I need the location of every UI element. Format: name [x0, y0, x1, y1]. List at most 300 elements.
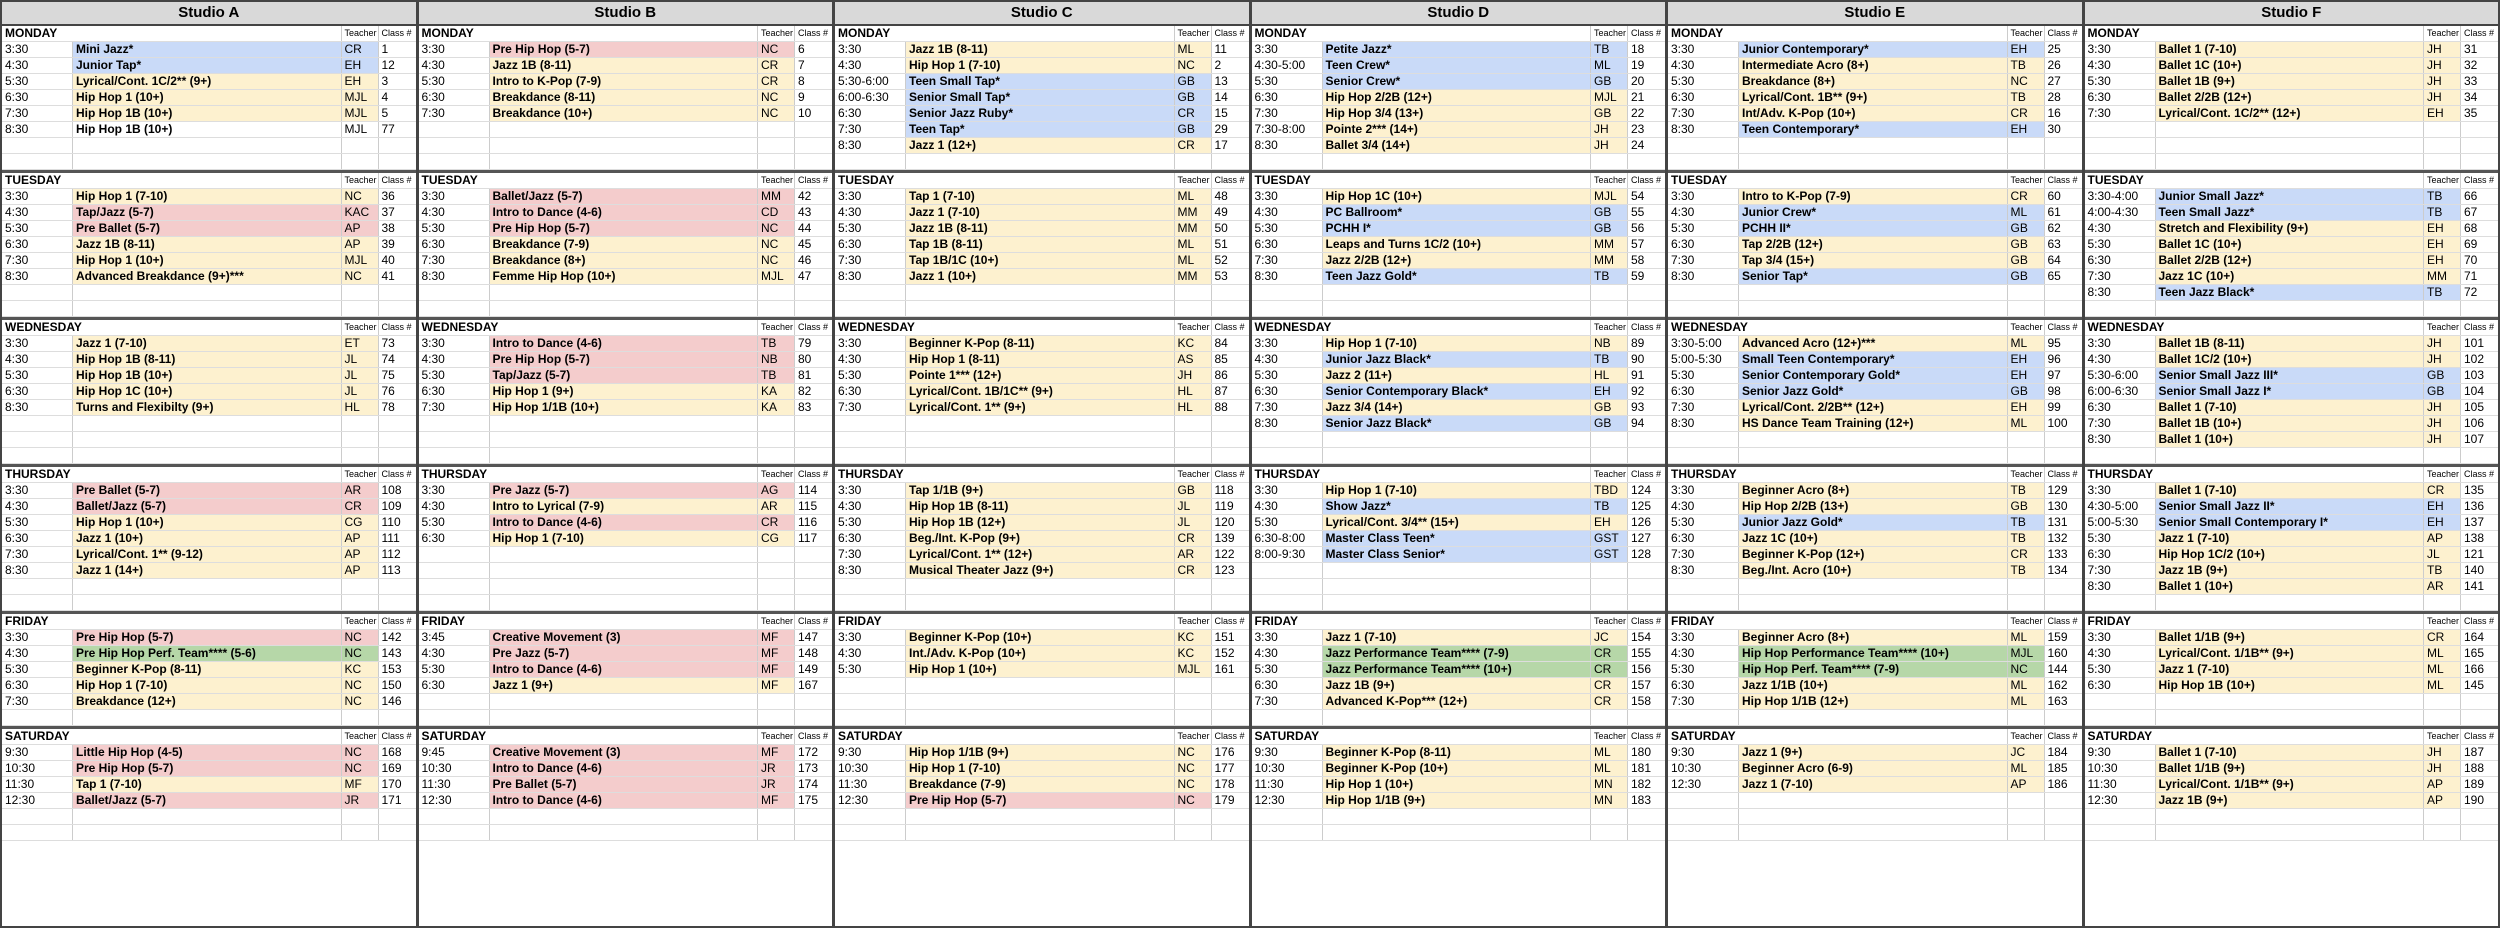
class-time: 5:30	[2087, 74, 2111, 88]
teacher-header: Teacher	[1590, 467, 1627, 482]
teacher: MF	[757, 646, 794, 661]
teacher: GB	[1174, 90, 1211, 105]
class-number-header: Class #	[794, 173, 832, 188]
day-name: FRIDAY	[5, 614, 49, 628]
class-number: 110	[378, 515, 416, 530]
class-row	[2085, 777, 2499, 793]
class-time	[419, 710, 489, 725]
class-number	[1211, 710, 1249, 725]
class-name	[1322, 154, 1591, 169]
class-number-header: Class #	[2044, 614, 2082, 629]
class-time	[419, 301, 489, 316]
studio-column	[419, 2, 836, 926]
class-row	[2, 793, 416, 809]
class-number	[2044, 809, 2082, 824]
day-name: THURSDAY	[1254, 467, 1321, 481]
class-number: 5	[378, 106, 416, 121]
class-time: 3:30	[421, 189, 445, 203]
class-time: 4:30	[421, 352, 445, 366]
teacher	[2007, 825, 2044, 840]
class-row	[419, 237, 833, 253]
class-name: Lyrical/Cont. 1** (9+)	[905, 400, 1174, 415]
studio-column	[1668, 2, 2085, 926]
class-number: 103	[2460, 368, 2498, 383]
teacher: GB	[2007, 269, 2044, 284]
teacher: EH	[341, 74, 378, 89]
class-number	[2460, 595, 2498, 610]
class-time: 3:30	[838, 483, 862, 497]
class-name: Hip Hop Perf. Team**** (7-9)	[1738, 662, 2007, 677]
class-number: 22	[1627, 106, 1665, 121]
teacher: MJL	[2007, 646, 2044, 661]
teacher	[757, 825, 794, 840]
class-time: 5:30	[421, 368, 445, 382]
class-row	[419, 400, 833, 416]
class-row	[2, 237, 416, 253]
day-name: FRIDAY	[2087, 614, 2132, 628]
class-time: 10:30	[2087, 761, 2118, 775]
class-row	[1252, 777, 1666, 793]
class-number-header: Class #	[378, 614, 416, 629]
class-time: 4:30	[1671, 499, 1695, 513]
class-row	[2, 515, 416, 531]
class-number: 38	[378, 221, 416, 236]
teacher: ML	[1590, 745, 1627, 760]
teacher	[2007, 138, 2044, 153]
class-time	[419, 448, 489, 463]
class-number: 115	[794, 499, 832, 514]
class-time: 3:30	[421, 483, 445, 497]
class-number: 63	[2044, 237, 2082, 252]
empty-row	[1668, 710, 2082, 726]
day-block	[835, 729, 1249, 841]
class-time: 6:30	[421, 531, 445, 545]
class-time: 4:30	[1254, 499, 1278, 513]
teacher: EH	[2423, 253, 2460, 268]
class-time: 5:30	[1671, 662, 1695, 676]
class-number: 15	[1211, 106, 1249, 121]
empty-row	[2, 432, 416, 448]
class-time	[2, 809, 72, 824]
teacher: GB	[1590, 74, 1627, 89]
empty-row	[419, 809, 833, 825]
class-number-header: Class #	[2044, 320, 2082, 335]
class-number: 32	[2460, 58, 2498, 73]
class-number: 140	[2460, 563, 2498, 578]
class-row	[2085, 205, 2499, 221]
class-name	[905, 694, 1174, 709]
teacher: NC	[341, 269, 378, 284]
teacher: MJL	[757, 269, 794, 284]
teacher: JR	[757, 777, 794, 792]
class-name	[905, 678, 1174, 693]
class-row	[1252, 793, 1666, 809]
class-row	[2085, 269, 2499, 285]
class-number-header: Class #	[2460, 614, 2498, 629]
class-number: 120	[1211, 515, 1249, 530]
teacher: MM	[1174, 205, 1211, 220]
class-row	[1252, 253, 1666, 269]
class-name: Beginner K-Pop (8-11)	[905, 336, 1174, 351]
day-header-row	[419, 614, 833, 630]
teacher: KC	[1174, 630, 1211, 645]
class-number: 47	[794, 269, 832, 284]
class-time: 6:30	[838, 237, 862, 251]
class-number	[1211, 694, 1249, 709]
class-number: 77	[378, 122, 416, 137]
class-name: PCHH II*	[1738, 221, 2007, 236]
class-time: 6:30	[2087, 253, 2111, 267]
class-number-header: Class #	[2460, 173, 2498, 188]
class-row	[2085, 646, 2499, 662]
teacher-header: Teacher	[1590, 26, 1627, 41]
class-time	[2085, 710, 2155, 725]
class-number	[794, 154, 832, 169]
class-row	[835, 90, 1249, 106]
class-number: 39	[378, 237, 416, 252]
class-row	[1668, 483, 2082, 499]
class-time: 4:30	[421, 58, 445, 72]
empty-row	[2, 809, 416, 825]
class-number	[2044, 301, 2082, 316]
class-time: 8:30	[838, 138, 862, 152]
class-number: 51	[1211, 237, 1249, 252]
class-row	[2085, 745, 2499, 761]
class-number	[2460, 301, 2498, 316]
class-number	[794, 432, 832, 447]
class-number: 156	[1627, 662, 1665, 677]
class-name: Hip Hop 1 (10+)	[72, 515, 341, 530]
class-time: 3:30	[2087, 42, 2111, 56]
day-block	[835, 320, 1249, 467]
teacher-header: Teacher	[2423, 173, 2460, 188]
class-number	[1211, 432, 1249, 447]
teacher: KA	[757, 400, 794, 415]
teacher-header: Teacher	[2423, 614, 2460, 629]
class-name: Senior Jazz Ruby*	[905, 106, 1174, 121]
teacher: AG	[757, 483, 794, 498]
class-time	[419, 285, 489, 300]
class-name: Senior Contemporary Black*	[1322, 384, 1591, 399]
teacher: CG	[757, 531, 794, 546]
teacher: ML	[2007, 761, 2044, 776]
class-time: 8:30	[1254, 269, 1278, 283]
class-row	[1252, 122, 1666, 138]
class-time	[419, 432, 489, 447]
day-name: WEDNESDAY	[2087, 320, 2165, 334]
class-row	[1252, 189, 1666, 205]
class-time: 4:30	[2087, 646, 2111, 660]
empty-row	[1668, 432, 2082, 448]
class-time	[835, 448, 905, 463]
empty-row	[2085, 595, 2499, 611]
empty-row	[1668, 301, 2082, 317]
teacher	[341, 154, 378, 169]
class-time	[1668, 710, 1738, 725]
class-time: 3:30	[5, 483, 29, 497]
class-name	[905, 579, 1174, 594]
class-number: 69	[2460, 237, 2498, 252]
class-row	[835, 384, 1249, 400]
class-time: 5:30	[5, 368, 29, 382]
day-header-row	[835, 729, 1249, 745]
day-name: MONDAY	[838, 26, 891, 40]
day-name: FRIDAY	[1254, 614, 1299, 628]
class-row	[2, 662, 416, 678]
class-time: 8:30	[1671, 563, 1695, 577]
class-name: Senior Small Jazz III*	[2155, 368, 2424, 383]
day-name: WEDNESDAY	[421, 320, 499, 334]
teacher: NC	[2007, 662, 2044, 677]
day-name: TUESDAY	[1254, 173, 1311, 187]
empty-row	[1668, 809, 2082, 825]
class-number: 59	[1627, 269, 1665, 284]
class-name: Ballet 1B (8-11)	[2155, 336, 2424, 351]
teacher: JH	[1590, 138, 1627, 153]
class-number: 119	[1211, 499, 1249, 514]
class-number: 158	[1627, 694, 1665, 709]
class-number: 189	[2460, 777, 2498, 792]
class-time: 4:30	[1254, 205, 1278, 219]
class-row	[2085, 336, 2499, 352]
class-name	[905, 710, 1174, 725]
class-row	[419, 662, 833, 678]
class-number: 154	[1627, 630, 1665, 645]
empty-row	[1252, 710, 1666, 726]
teacher: MF	[757, 793, 794, 808]
class-name	[2155, 595, 2424, 610]
class-time: 8:30	[5, 122, 29, 136]
empty-row	[1252, 595, 1666, 611]
class-time: 12:30	[421, 793, 452, 807]
class-row	[835, 761, 1249, 777]
class-time: 8:30	[5, 269, 29, 283]
class-time: 8:30	[2087, 285, 2111, 299]
class-name	[1738, 825, 2007, 840]
class-time	[419, 579, 489, 594]
class-row	[1252, 483, 1666, 499]
class-number	[2460, 448, 2498, 463]
teacher: JH	[2423, 42, 2460, 57]
teacher: TB	[2423, 563, 2460, 578]
class-name: Hip Hop 1C/2 (10+)	[2155, 547, 2424, 562]
day-name: FRIDAY	[838, 614, 882, 628]
class-row	[419, 384, 833, 400]
class-name	[72, 432, 341, 447]
class-row	[835, 531, 1249, 547]
class-time: 7:30	[838, 547, 862, 561]
day-block	[1668, 467, 2082, 614]
class-time: 11:30	[421, 777, 451, 791]
teacher: JH	[2423, 761, 2460, 776]
class-number	[1211, 678, 1249, 693]
class-row	[1668, 237, 2082, 253]
class-number: 146	[378, 694, 416, 709]
class-number: 80	[794, 352, 832, 367]
class-name: Lyrical/Cont. 1B/1C** (9+)	[905, 384, 1174, 399]
empty-row	[1252, 432, 1666, 448]
teacher: GB	[1590, 400, 1627, 415]
class-name: Hip Hop 1B (10+)	[72, 368, 341, 383]
teacher: EH	[2423, 237, 2460, 252]
class-name	[489, 301, 758, 316]
day-name: MONDAY	[1254, 26, 1307, 40]
teacher	[1174, 678, 1211, 693]
teacher: ML	[2007, 416, 2044, 431]
day-block	[2, 173, 416, 320]
teacher: CR	[757, 515, 794, 530]
class-row	[1252, 646, 1666, 662]
day-header-row	[1668, 614, 2082, 630]
teacher	[1174, 285, 1211, 300]
class-name: Intro to Dance (4-6)	[489, 662, 758, 677]
empty-row	[2, 154, 416, 170]
day-name: MONDAY	[5, 26, 58, 40]
class-row	[2, 336, 416, 352]
class-number	[1211, 301, 1249, 316]
class-name: Jazz 1/1B (10+)	[1738, 678, 2007, 693]
class-time: 6:30	[1254, 90, 1278, 104]
class-name: Jazz 1 (7-10)	[2155, 531, 2424, 546]
class-time: 11:30	[838, 777, 868, 791]
class-number: 33	[2460, 74, 2498, 89]
empty-row	[835, 154, 1249, 170]
class-time	[1252, 595, 1322, 610]
class-number	[378, 448, 416, 463]
teacher: JL	[341, 384, 378, 399]
class-number: 129	[2044, 483, 2082, 498]
class-name	[1738, 793, 2007, 808]
empty-row	[2085, 710, 2499, 726]
teacher: GB	[1590, 205, 1627, 220]
day-header-row	[2085, 467, 2499, 483]
empty-row	[2, 710, 416, 726]
class-name: Lyrical/Cont. 1B** (9+)	[1738, 90, 2007, 105]
class-name: Jazz 1C (10+)	[2155, 269, 2424, 284]
class-number	[2460, 122, 2498, 137]
class-name	[72, 579, 341, 594]
class-name: Lyrical/Cont. 3/4** (15+)	[1322, 515, 1591, 530]
class-row	[1252, 221, 1666, 237]
day-header-row	[1668, 26, 2082, 42]
class-row	[2, 269, 416, 285]
class-number: 108	[378, 483, 416, 498]
teacher	[757, 138, 794, 153]
class-name	[1322, 432, 1591, 447]
class-time: 4:30-5:00	[2087, 499, 2139, 513]
teacher: MJL	[341, 106, 378, 121]
teacher: CR	[2423, 483, 2460, 498]
class-row	[1252, 138, 1666, 154]
class-name	[489, 122, 758, 137]
class-time	[1668, 595, 1738, 610]
teacher-header: Teacher	[2007, 26, 2044, 41]
class-time	[419, 563, 489, 578]
class-number	[1627, 825, 1665, 840]
class-name: Hip Hop 1 (7-10)	[489, 531, 758, 546]
class-number: 19	[1627, 58, 1665, 73]
class-name	[489, 694, 758, 709]
teacher: GB	[2007, 499, 2044, 514]
empty-row	[1668, 579, 2082, 595]
class-number-header: Class #	[378, 467, 416, 482]
class-name: Jazz 3/4 (14+)	[1322, 400, 1591, 415]
class-row	[2085, 90, 2499, 106]
class-time: 4:30	[1671, 205, 1695, 219]
class-number: 91	[1627, 368, 1665, 383]
teacher	[1174, 694, 1211, 709]
class-number	[2044, 432, 2082, 447]
teacher: ML	[1590, 761, 1627, 776]
class-name: Junior Small Jazz*	[2155, 189, 2424, 204]
class-number-header: Class #	[1211, 26, 1249, 41]
day-name: THURSDAY	[838, 467, 904, 481]
class-number: 139	[1211, 531, 1249, 546]
day-name: THURSDAY	[5, 467, 71, 481]
class-number: 78	[378, 400, 416, 415]
class-row	[1668, 221, 2082, 237]
class-number	[378, 595, 416, 610]
class-time: 6:30	[2087, 90, 2111, 104]
teacher: TB	[2007, 515, 2044, 530]
class-number	[2460, 825, 2498, 840]
day-block	[2085, 467, 2499, 614]
class-number: 54	[1627, 189, 1665, 204]
class-number: 56	[1627, 221, 1665, 236]
teacher: NC	[757, 42, 794, 57]
class-number	[2460, 809, 2498, 824]
class-name: Pre Hip Hop (5-7)	[72, 630, 341, 645]
class-number-header: Class #	[1627, 467, 1665, 482]
class-row	[835, 563, 1249, 579]
class-row	[2085, 761, 2499, 777]
class-number: 180	[1627, 745, 1665, 760]
class-time: 12:30	[838, 793, 869, 807]
class-time	[419, 809, 489, 824]
class-number: 126	[1627, 515, 1665, 530]
class-number-header: Class #	[1627, 26, 1665, 41]
class-time: 5:30	[838, 221, 862, 235]
teacher: AS	[1174, 352, 1211, 367]
class-row	[1252, 678, 1666, 694]
empty-row	[419, 579, 833, 595]
class-time: 6:30	[421, 237, 445, 251]
class-name: Master Class Senior*	[1322, 547, 1591, 562]
class-name: Intro to K-Pop (7-9)	[1738, 189, 2007, 204]
teacher: EH	[2423, 515, 2460, 530]
teacher	[1590, 710, 1627, 725]
class-name	[2155, 825, 2424, 840]
class-number-header: Class #	[1211, 320, 1249, 335]
teacher: GB	[2423, 384, 2460, 399]
class-number-header: Class #	[378, 26, 416, 41]
class-time: 7:30	[5, 253, 29, 267]
teacher: HL	[1174, 384, 1211, 399]
teacher: GB	[1174, 483, 1211, 498]
class-time: 3:30	[838, 189, 862, 203]
class-row	[2085, 285, 2499, 301]
class-row	[2, 368, 416, 384]
teacher-header: Teacher	[1590, 173, 1627, 188]
empty-row	[2085, 825, 2499, 841]
teacher: NC	[757, 90, 794, 105]
class-time	[2, 301, 72, 316]
class-name	[905, 285, 1174, 300]
class-time: 12:30	[2087, 793, 2118, 807]
class-number: 61	[2044, 205, 2082, 220]
teacher: HL	[1590, 368, 1627, 383]
class-row	[2, 678, 416, 694]
